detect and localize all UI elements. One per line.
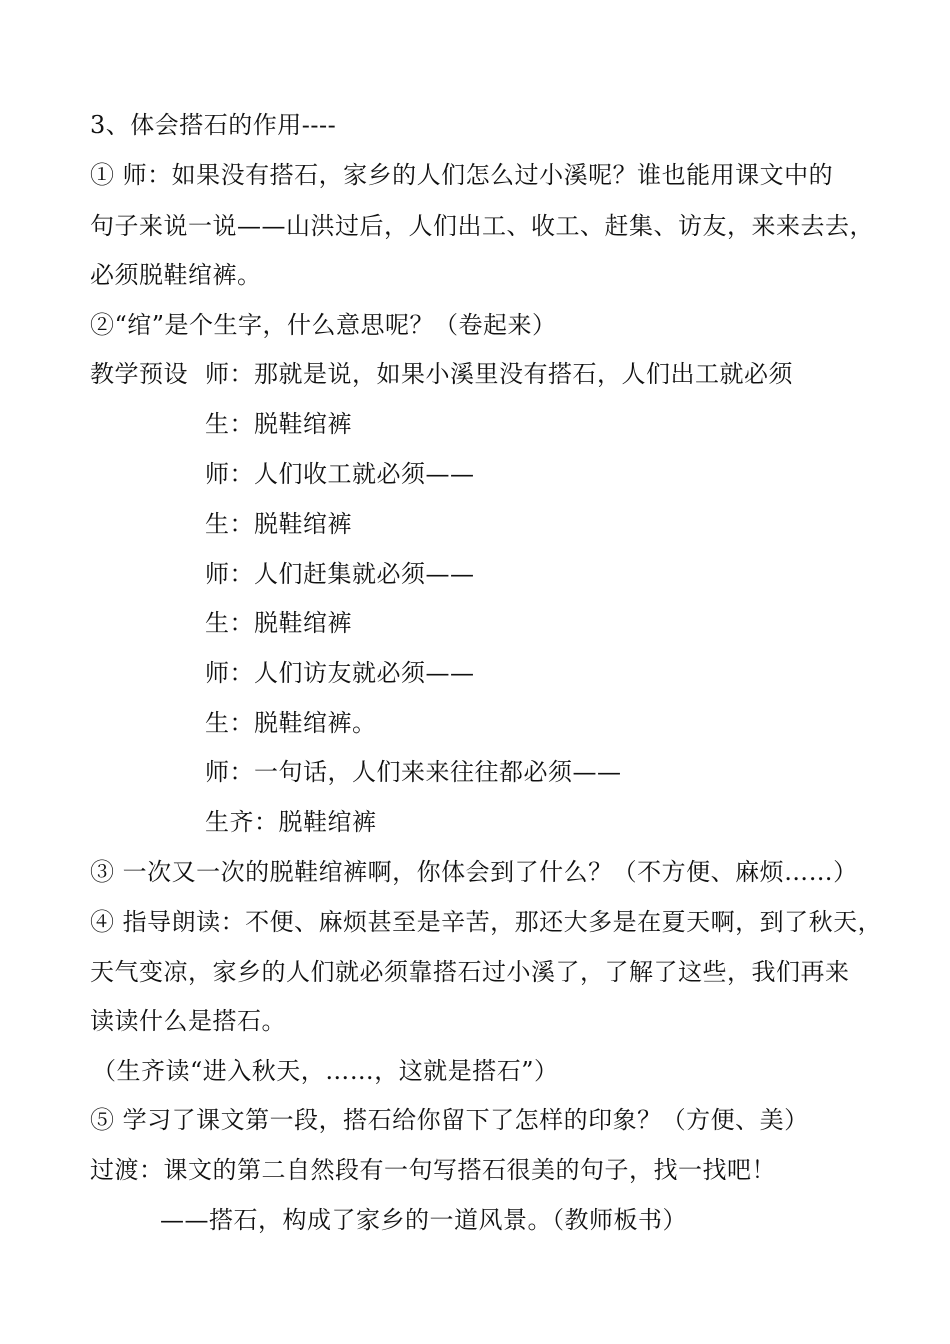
- paragraph-4-note: （生齐读“进入秋天，……，这就是搭石”）: [92, 1057, 559, 1085]
- dialogue-line: 生：脱鞋绾裤。: [205, 709, 377, 737]
- paragraph-1-line-2: 句子来说一说——山洪过后，人们出工、收工、赶集、访友，来来去去，: [90, 212, 874, 240]
- dialogue-line: 师：人们访友就必须——: [205, 659, 475, 687]
- paragraph-4-line-3: 读读什么是搭石。: [90, 1007, 286, 1035]
- paragraph-3: ③ 一次又一次的脱鞋绾裤啊，你体会到了什么？（不方便、麻烦……）: [90, 858, 858, 886]
- dialogue-line: 师：人们赶集就必须——: [205, 560, 475, 588]
- dialogue-line: 生：脱鞋绾裤: [205, 609, 352, 637]
- paragraph-1-line-1: ① 师：如果没有搭石，家乡的人们怎么过小溪呢？谁也能用课文中的: [90, 161, 834, 189]
- dialogue-line: 师：人们收工就必须——: [205, 460, 475, 488]
- dialogue-line: 师：那就是说，如果小溪里没有搭石，人们出工就必须: [205, 360, 793, 388]
- dialogue-line: 师：一句话，人们来来往往都必须——: [205, 758, 622, 786]
- board-quote: ——搭石，构成了家乡的一道风景。（教师板书）: [160, 1206, 687, 1234]
- teaching-preset-label: 教学预设: [90, 360, 188, 388]
- paragraph-4-line-2: 天气变凉，家乡的人们就必须靠搭石过小溪了，了解了这些，我们再来: [90, 958, 850, 986]
- section-heading: 3、体会搭石的作用----: [90, 111, 337, 139]
- paragraph-4-line-1: ④ 指导朗读：不便、麻烦甚至是辛苦，那还大多是在夏天啊，到了秋天，: [90, 908, 883, 936]
- dialogue-line: 生：脱鞋绾裤: [205, 510, 352, 538]
- transition-line: 过渡：课文的第二自然段有一句写搭石很美的句子，找一找吧！: [90, 1156, 776, 1184]
- paragraph-1-line-3: 必须脱鞋绾裤。: [90, 261, 262, 289]
- dialogue-line: 生：脱鞋绾裤: [205, 410, 352, 438]
- paragraph-5: ⑤ 学习了课文第一段，搭石给你留下了怎样的印象？（方便、美）: [90, 1106, 809, 1134]
- paragraph-2: ②“绾”是个生字，什么意思呢？（卷起来）: [90, 311, 557, 339]
- dialogue-line: 生齐：脱鞋绾裤: [205, 808, 377, 836]
